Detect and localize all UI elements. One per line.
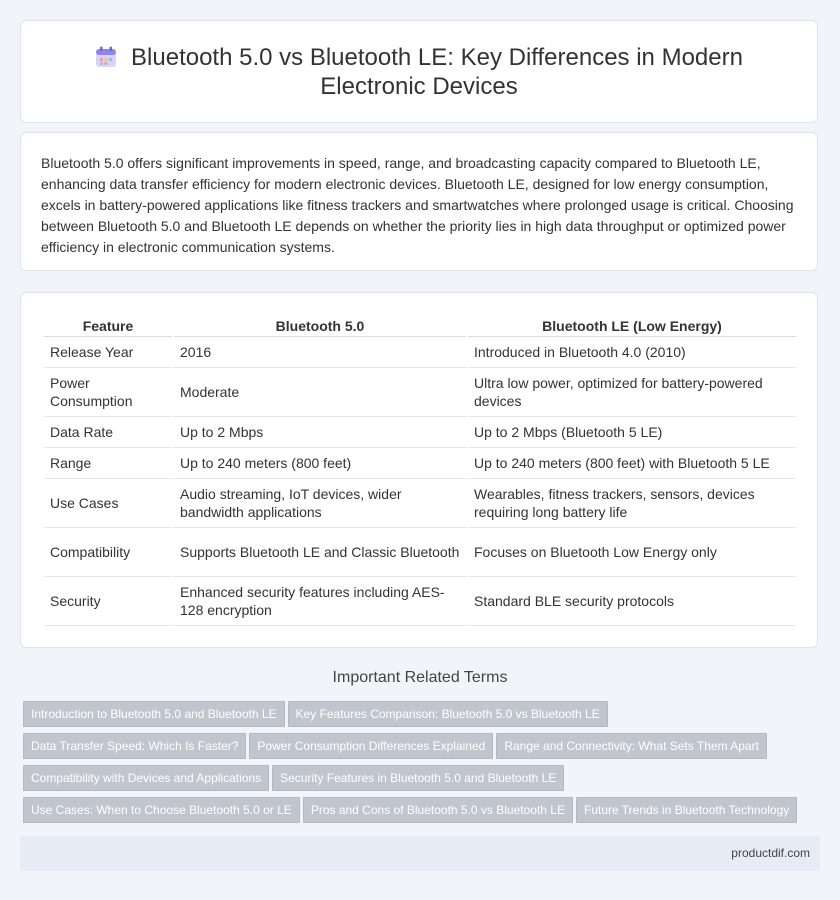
table-cell: Introduced in Bluetooth 4.0 (2010) <box>468 337 796 368</box>
related-term-link[interactable]: Pros and Cons of Bluetooth 5.0 vs Bluetooth LE <box>303 797 573 823</box>
table-cell: Use Cases <box>44 479 172 528</box>
footer-site[interactable]: productdif.com <box>731 846 810 860</box>
table-cell: Up to 2 Mbps (Bluetooth 5 LE) <box>468 417 796 448</box>
title-wrap <box>21 43 817 101</box>
related-term-link[interactable]: Future Trends in Bluetooth Technology <box>576 797 797 823</box>
table-row <box>44 577 796 626</box>
header-card <box>20 20 818 123</box>
comparison-card <box>20 292 818 648</box>
table-cell: Moderate <box>174 368 466 417</box>
related-term-link[interactable]: Key Features Comparison: Bluetooth 5.0 vs Bluetooth LE <box>288 701 608 727</box>
table-cell: Security <box>44 577 172 626</box>
table-row <box>44 417 796 448</box>
table-cell: Compatibility <box>44 528 172 577</box>
table-cell: Data Rate <box>44 417 172 448</box>
table-cell: Focuses on Bluetooth Low Energy only <box>468 528 796 577</box>
related-term-link[interactable]: Compatibility with Devices and Applications <box>23 765 269 791</box>
related-term-link[interactable]: Security Features in Bluetooth 5.0 and Bluetooth LE <box>272 765 564 791</box>
table-row <box>44 528 796 577</box>
related-terms-title: Important Related Terms <box>332 669 508 686</box>
table-cell: Up to 240 meters (800 feet) with Bluetooth 5 LE <box>468 448 796 479</box>
related-term-link[interactable]: Power Consumption Differences Explained <box>249 733 493 759</box>
footer <box>20 836 820 871</box>
table-cell: Range <box>44 448 172 479</box>
comparison-table <box>42 315 798 626</box>
table-cell: Power Consumption <box>44 368 172 417</box>
table-row <box>44 368 796 417</box>
table-cell: Wearables, fitness trackers, sensors, devices requiring long battery life <box>468 479 796 528</box>
related-terms-list <box>23 701 823 829</box>
table-cell: Audio streaming, IoT devices, wider bandwidth applications <box>174 479 466 528</box>
related-term-link[interactable]: Range and Connectivity: What Sets Them Apart <box>496 733 767 759</box>
related-term-link[interactable]: Data Transfer Speed: Which Is Faster? <box>23 733 246 759</box>
calendar-icon <box>95 46 117 68</box>
related-term-link[interactable]: Introduction to Bluetooth 5.0 and Bluetooth LE <box>23 701 285 727</box>
tag-row <box>23 701 823 733</box>
tag-row <box>23 797 823 829</box>
table-row <box>44 337 796 368</box>
related-term-link[interactable]: Use Cases: When to Choose Bluetooth 5.0 or LE <box>23 797 300 823</box>
intro-card <box>20 132 818 271</box>
table-cell: Standard BLE security protocols <box>468 577 796 626</box>
table-cell: Ultra low power, optimized for battery-powered devices <box>468 368 796 417</box>
page-title <box>59 43 779 101</box>
table-cell: Release Year <box>44 337 172 368</box>
page-title-text: Bluetooth 5.0 vs Bluetooth LE: Key Differences in Modern Electronic Devices <box>131 44 743 100</box>
table-cell: 2016 <box>174 337 466 368</box>
table-cell: Supports Bluetooth LE and Classic Bluetooth <box>174 528 466 577</box>
col-feature: Feature <box>44 315 172 337</box>
table-cell: Enhanced security features including AES-128 encryption <box>174 577 466 626</box>
table-row <box>44 479 796 528</box>
table-row <box>44 448 796 479</box>
table-header-row <box>44 315 796 337</box>
intro-text: Bluetooth 5.0 offers significant improvements in speed, range, and broadcasting capacity compared to Bluetooth LE, enhancing data transfer efficiency for modern electronic devices. Bluetooth LE, designed for low energy consumption, excels in battery-powered applications like fitness trackers and smartwatches where prolonged usage is critical. Choosing between Bluetooth 5.0 and Bluetooth LE depends on whether the priority lies in high data throughput or optimized power efficiency in electronic communication systems. <box>41 155 794 255</box>
tag-row <box>23 765 823 797</box>
tag-row <box>23 733 823 765</box>
table-cell: Up to 240 meters (800 feet) <box>174 448 466 479</box>
col-ble: Bluetooth LE (Low Energy) <box>468 315 796 337</box>
table-cell: Up to 2 Mbps <box>174 417 466 448</box>
col-bt50: Bluetooth 5.0 <box>174 315 466 337</box>
